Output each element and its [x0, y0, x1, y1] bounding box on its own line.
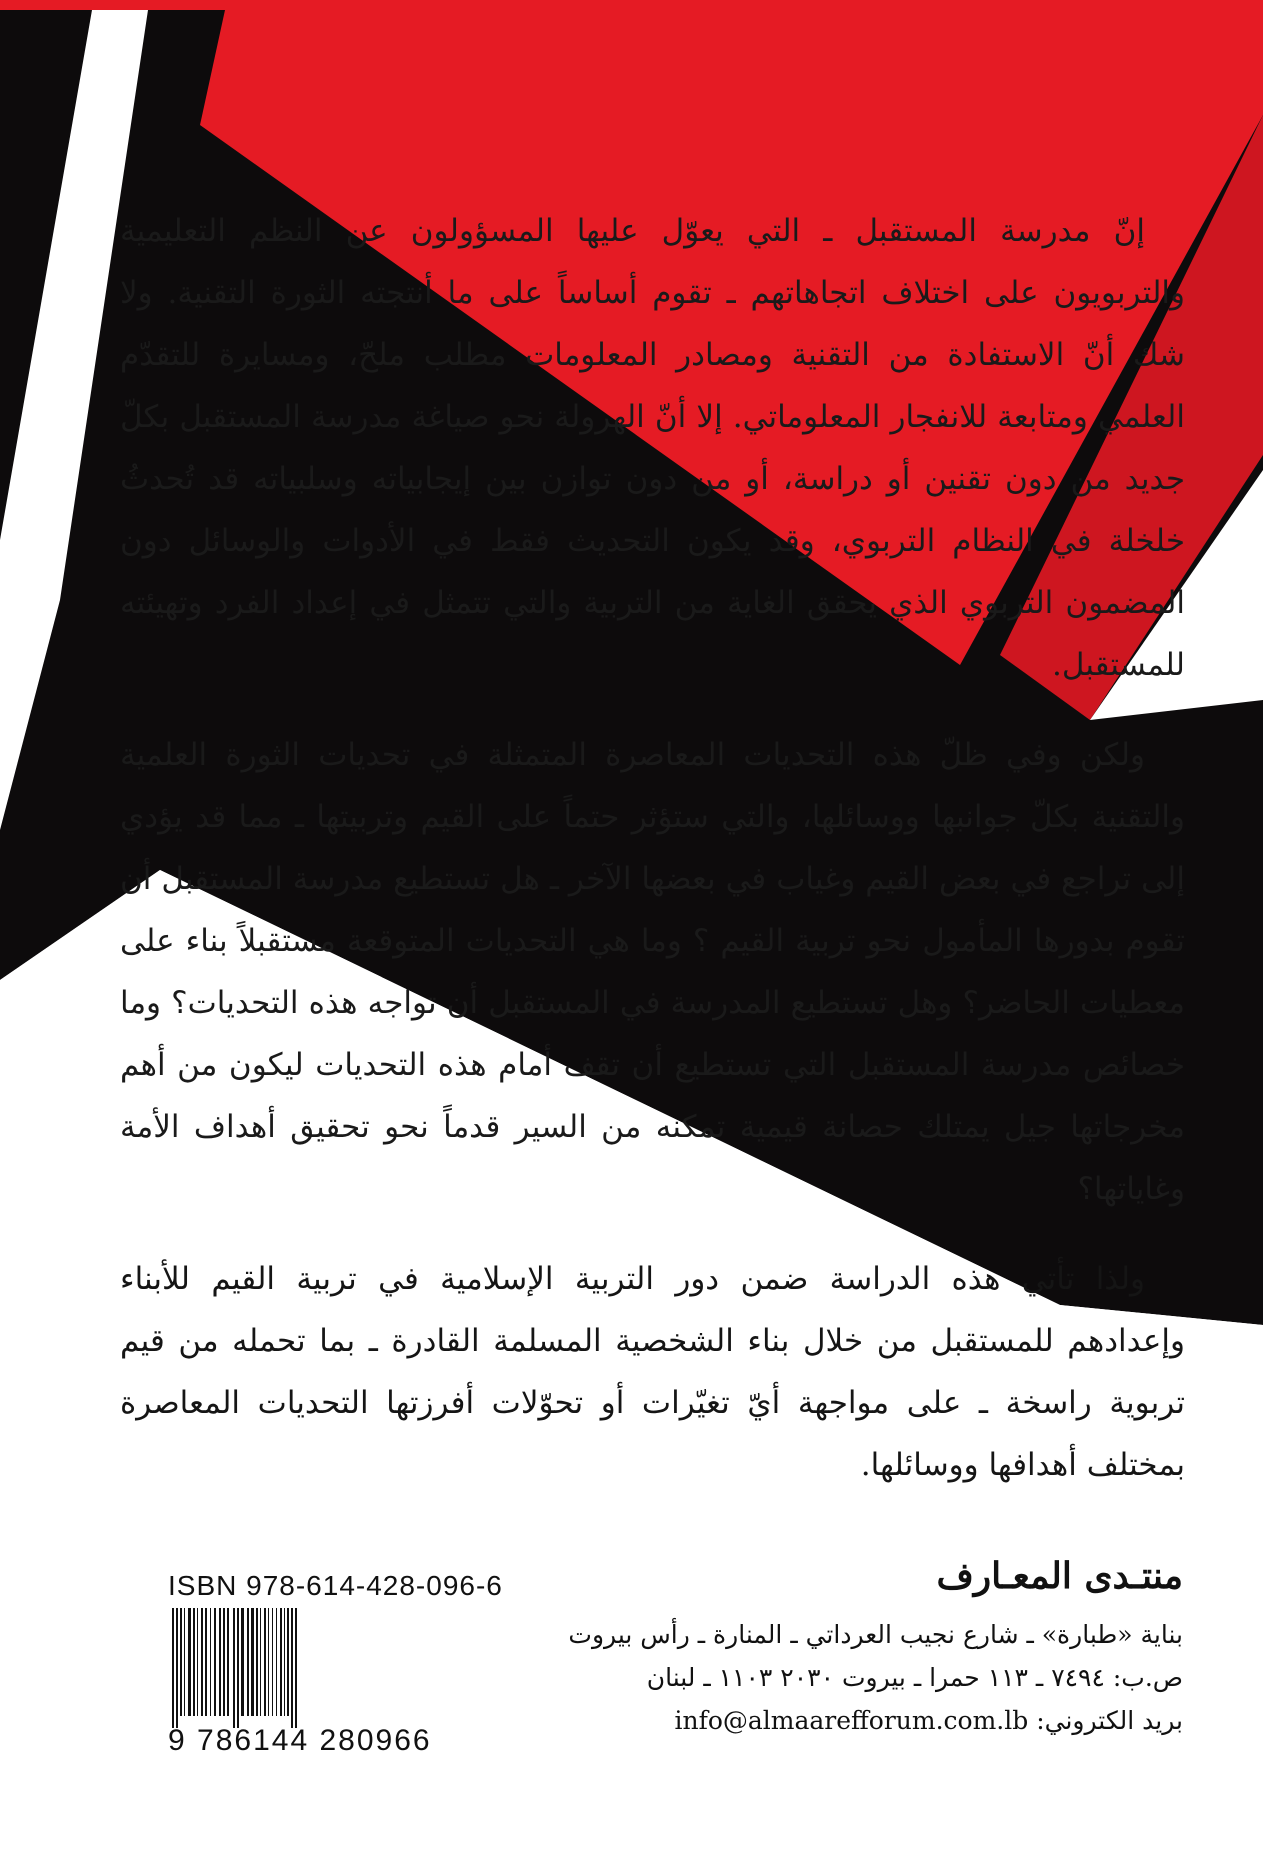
barcode-bar — [295, 1608, 297, 1728]
barcode-bar — [205, 1608, 207, 1716]
publisher-block — [568, 1555, 1183, 1742]
barcode-bar — [284, 1608, 285, 1716]
top-red-strip — [0, 0, 1263, 10]
isbn-label: ISBN 978-614-428-096-6 — [168, 1570, 503, 1601]
barcode-bar — [247, 1608, 249, 1716]
barcode-bar — [233, 1608, 235, 1728]
barcode-bar — [251, 1608, 254, 1716]
barcode-bar — [193, 1608, 195, 1716]
barcode-bar — [201, 1608, 203, 1716]
barcode-bar — [219, 1608, 221, 1716]
barcode-bar — [210, 1608, 211, 1716]
barcode-bar — [264, 1608, 266, 1716]
blurb-paragraph-3: ولذا تأتي هذه الدراسة ضمن دور التربية الإسلامية في تربية القيم للأبناء وإعدادهم للمستقبل من خلال بناء الشخصية المسلمة القادرة ـ بما تحمله من قيم تربوية راسخة ـ على مواجهة أيّ تغيّرات أو تحوّلات أفرزتها التحديات المعاصرة بمختلف أهدافها ووسائلها. — [120, 1261, 1185, 1483]
barcode-bar — [184, 1608, 185, 1716]
barcode-bar — [291, 1608, 293, 1728]
barcode-bar — [241, 1608, 244, 1716]
barcode-bar — [188, 1608, 191, 1716]
barcode-image — [168, 1608, 488, 1728]
barcode-bar — [272, 1608, 273, 1716]
publisher-po-box: ص.ب: ٧٤٩٤ ـ ١١٣ حمرا ـ بيروت ٢٠٣٠ ١١٠٣ ـ لبنان — [646, 1663, 1183, 1692]
barcode-bar — [223, 1608, 225, 1716]
barcode-digits: 9 786144 280966 — [168, 1724, 432, 1757]
isbn-block — [168, 1570, 503, 1758]
barcode-bar — [276, 1608, 277, 1716]
barcode-bar — [260, 1608, 261, 1716]
barcode-bar — [280, 1608, 282, 1716]
barcode-bar — [227, 1608, 229, 1716]
barcode-bar — [256, 1608, 258, 1716]
blurb-paragraph-2: ولكن وفي ظلّ هذه التحديات المعاصرة المتمثلة في تحديات الثورة العلمية والتقنية بكلّ جوانبها ووسائلها، والتي ستؤثر حتماً على القيم وتربيتها ـ مما قد يؤدي إلى تراجع في بعض القيم وغياب في بعضها الآخر ـ هل تستطيع مدرسة المستقبل أن تقوم بدورها المأمول نحو تربية القيم ؟ وما هي التحديات المتوقعة مستقبلاً بناء على معطيات الحاضر؟ وهل تستطيع المدرسة في المستقبل أن تواجه هذه التحديات؟ وما خصائص مدرسة المستقبل التي تستطيع أن تقف أمام هذه التحديات ليكون من أهم مخرجاتها جيل يمتلك حصانة قيمية تمكنه من السير قدماً نحو تحقيق أهداف الأمة وغاياتها؟ — [120, 737, 1186, 1207]
barcode-bar — [268, 1608, 269, 1716]
barcode-bar — [180, 1608, 182, 1716]
blurb-paragraph-1: إنّ مدرسة المستقبل ـ التي يعوّل عليها المسؤولون عن النظم التعليمية والتربويون على اختلاف اتجاهاتهم ـ تقوم أساساً على ما أنتجته الثورة التقنية. ولا شك أنّ الاستفادة من التقنية ومصادر المعلومات مطلب ملحّ، ومسايرة للتقدّم العلمي ومتابعة للانفجار المعلوماتي. إلا أنّ الهرولة نحو صياغة مدرسة المستقبل بكلّ جديد من دون تقنين أو دراسة، أو من دون توازن بين إيجابياته وسلبياته قد تُحدثُ خلخلة في النظام التربوي، وقد يكون التحديث فقط في الأدوات والوسائل دون المضمون التربوي الذي يحقق الغاية من التربية والتي تتمثل في إعداد الفرد وتهيئته للمستقبل. — [120, 213, 1185, 683]
blurb-text — [120, 200, 1185, 1524]
barcode-bar — [287, 1608, 289, 1716]
barcode-bar — [172, 1608, 174, 1728]
publisher-address: بناية «طبارة» ـ شارع نجيب العرداتي ـ المنارة ـ رأس بيروت — [568, 1620, 1183, 1649]
barcode-bar — [237, 1608, 239, 1728]
barcode-bar — [176, 1608, 178, 1728]
publisher-email: بريد الكتروني: info@almaarefforum.com.lb — [674, 1706, 1183, 1735]
publisher-name: منتـدى المعـارف — [936, 1555, 1183, 1597]
barcode-bar — [197, 1608, 198, 1716]
barcode-bar — [214, 1608, 216, 1716]
